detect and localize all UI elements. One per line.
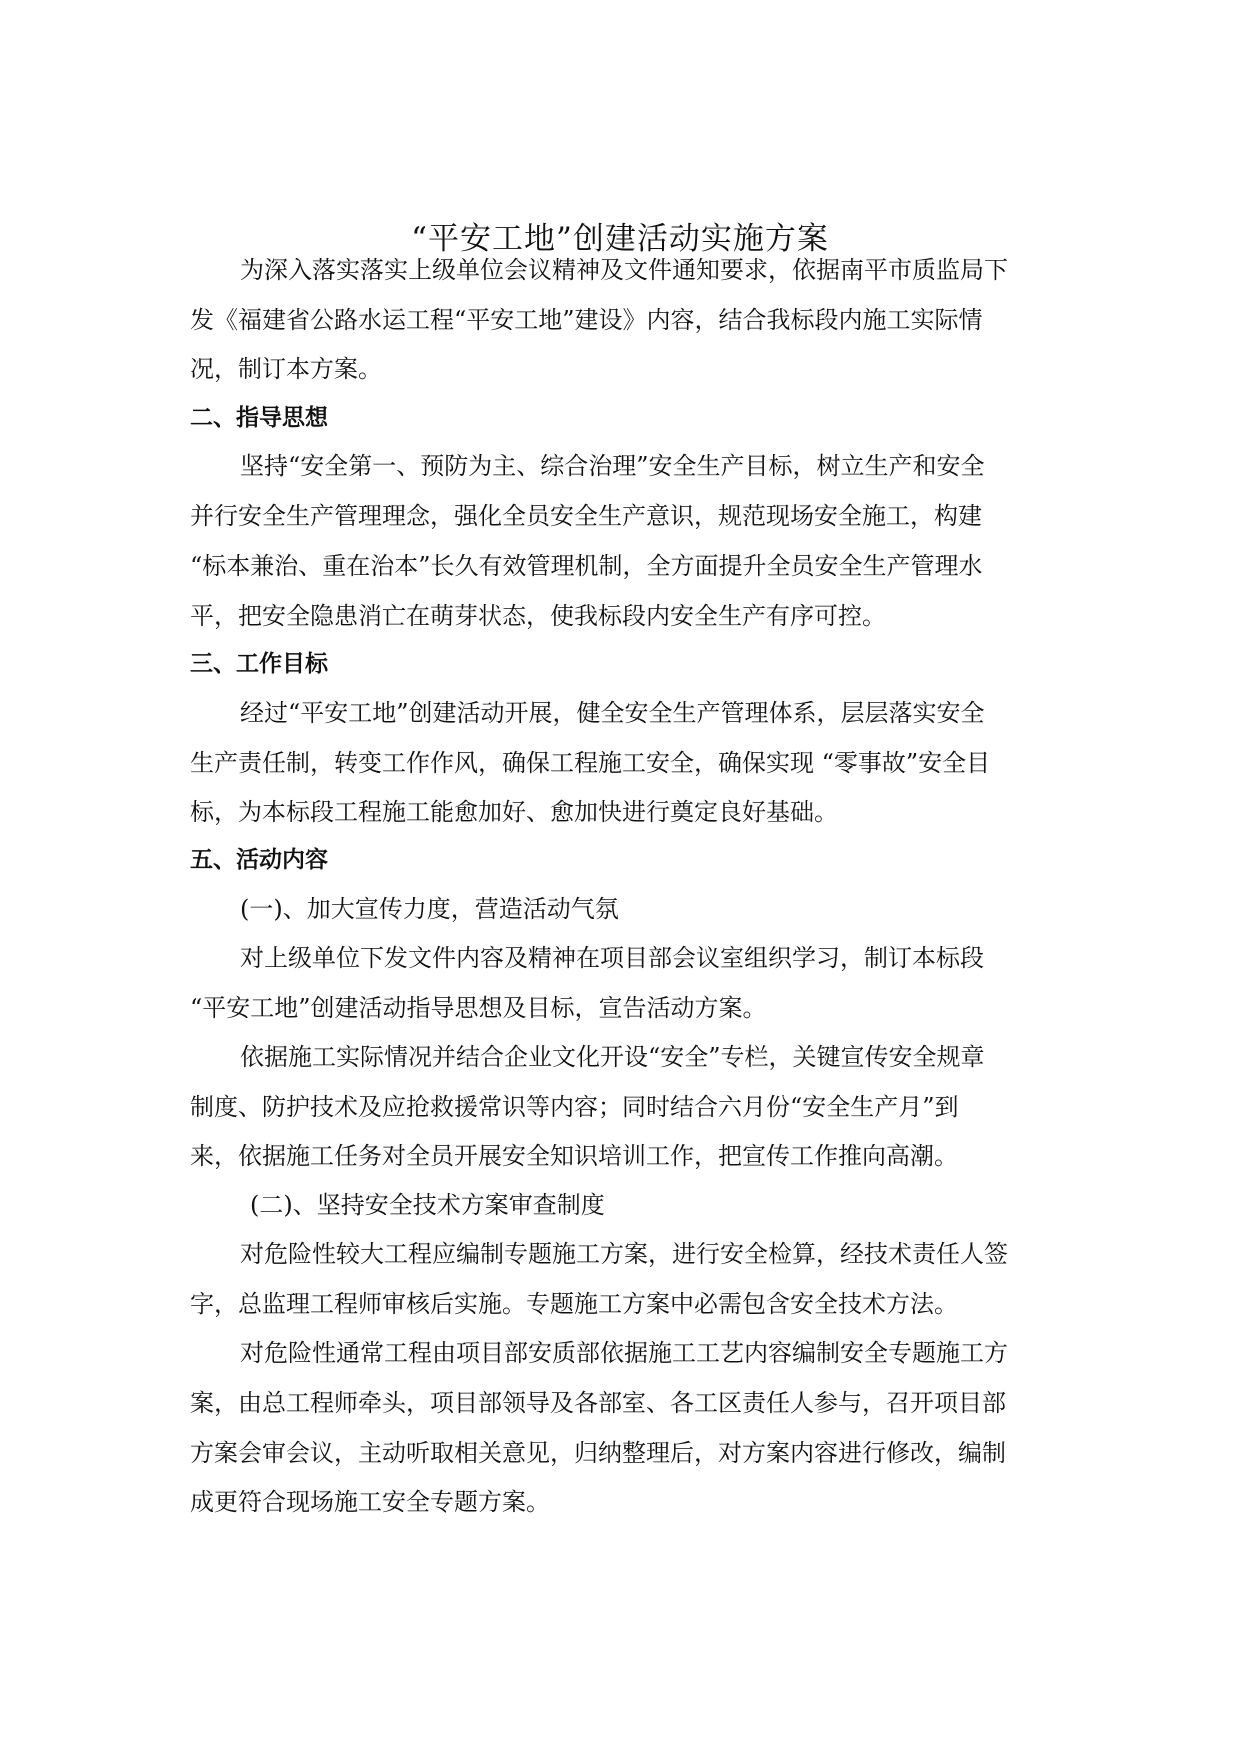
paragraph-line: 并行安全生产管理理念，强化全员安全生产意识，规范现场安全施工，构建 xyxy=(190,502,982,530)
paragraph-line: 字，总监理工程师审核后实施。专题施工方案中必需包含安全技术方法。 xyxy=(190,1290,958,1318)
paragraph-line: 况，制订本方案。 xyxy=(190,355,382,383)
paragraph-line: 制度、防护技术及应抢救援常识等内容；同时结合六月份“安全生产月”到 xyxy=(190,1093,959,1121)
section-heading: 三、工作目标 xyxy=(190,651,328,677)
paragraph-line: 对危险性较大工程应编制专题施工方案，进行安全检算，经技术责任人签 xyxy=(240,1240,1008,1268)
paragraph-line: 案，由总工程师牵头，项目部领导及各部室、各工区责任人参与，召开项目部 xyxy=(190,1389,1006,1417)
subsection-heading: (一)、加大宣传力度，营造活动气氛 xyxy=(240,895,619,923)
paragraph-line: 标，为本标段工程施工能愈加好、愈加快进行奠定良好基础。 xyxy=(190,798,838,826)
paragraph-line: 对危险性通常工程由项目部安质部依据施工工艺内容编制安全专题施工方 xyxy=(240,1339,1008,1367)
section-heading: 五、活动内容 xyxy=(190,847,328,873)
subsection-heading: (二)、坚持安全技术方案审查制度 xyxy=(250,1191,605,1219)
paragraph-line: 为深入落实落实上级单位会议精神及文件通知要求，依据南平市质监局下 xyxy=(240,256,1008,284)
paragraph-line: 依据施工实际情况并结合企业文化开设“安全”专栏，关键宣传安全规章 xyxy=(240,1043,985,1071)
paragraph-line: 平，把安全隐患消亡在萌芽状态，使我标段内安全生产有序可控。 xyxy=(190,602,886,630)
paragraph-line: 成更符合现场施工安全专题方案。 xyxy=(190,1488,550,1516)
paragraph-line: 坚持“安全第一、预防为主、综合治理”安全生产目标，树立生产和安全 xyxy=(240,452,985,480)
paragraph-line: 来，依据施工任务对全员开展安全知识培训工作，把宣传工作推向高潮。 xyxy=(190,1142,958,1170)
paragraph-line: 方案会审会议，主动听取相关意见，归纳整理后，对方案内容进行修改，编制 xyxy=(190,1439,1006,1467)
paragraph-line: 发《福建省公路水运工程“平安工地”建设》内容，结合我标段内施工实际情 xyxy=(190,306,983,334)
paragraph-line: 经过“平安工地”创建活动开展，健全安全生产管理体系，层层落实安全 xyxy=(240,699,985,727)
paragraph-line: 对上级单位下发文件内容及精神在项目部会议室组织学习，制订本标段 xyxy=(240,944,984,972)
paragraph-line: “平安工地”创建活动指导思想及目标，宣告活动方案。 xyxy=(190,994,767,1022)
paragraph-line: 生产责任制，转变工作作风，确保工程施工安全，确保实现 “零事故”安全目 xyxy=(190,749,991,777)
paragraph-line: “标本兼治、重在治本”长久有效管理机制，全方面提升全员安全生产管理水 xyxy=(190,552,983,580)
section-heading: 二、指导思想 xyxy=(190,405,328,431)
document-title: “平安工地”创建活动实施方案 xyxy=(411,221,829,257)
